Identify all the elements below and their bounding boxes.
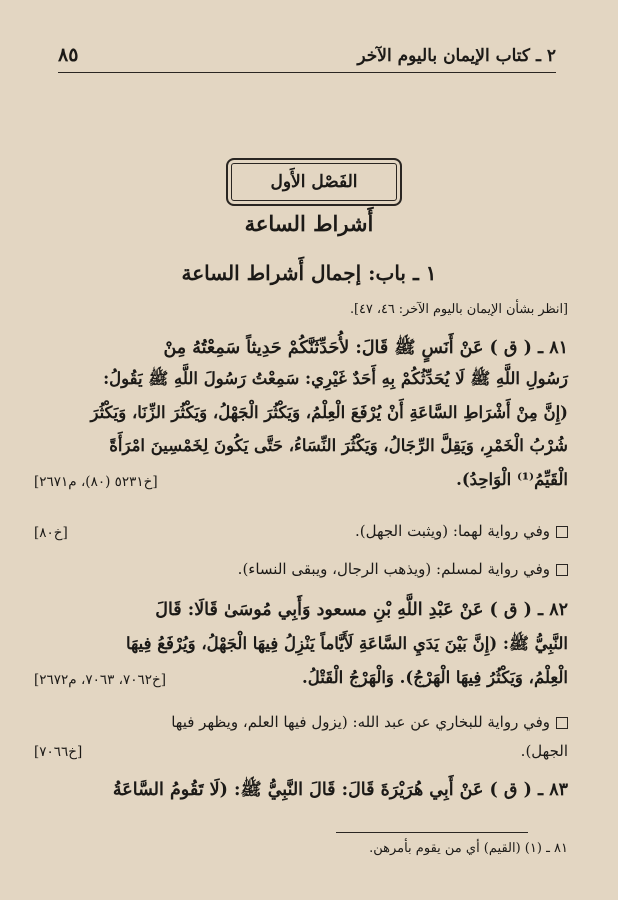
hadith-81-line-3: (إِنَّ مِنْ أَشْرَاطِ السَّاعَةِ أَنْ يُرْفَعَ الْعِلْمُ، وَيَكْثُرَ الْجَهْلُ، وَيَكْثُرَ الزِّنَا، وَيَكْثُرَ (90, 403, 568, 422)
square-bullet-icon (556, 526, 568, 538)
variant-3-text: وفي رواية للبخاري عن عبد الله: (يزول فيها العلم، ويظهر فيها (171, 713, 550, 731)
header-rule (58, 72, 556, 73)
footnote: ٨١ ـ (١) (القيم) أي من يقوم بأمرهن. (369, 841, 568, 856)
chapter-frame (226, 158, 402, 206)
variant-1-reference: [خ٨٠] (34, 525, 68, 541)
page-number: ٨٥ (58, 44, 79, 66)
cross-reference: [انظر بشأن الإيمان باليوم الآخر: ٤٦، ٤٧]. (349, 302, 568, 317)
variant-2-text: وفي رواية لمسلم: (ويذهب الرجال، ويبقى النساء). (237, 560, 550, 578)
variant-3-reference: [خ٧٠٦٦] (34, 744, 83, 760)
hadith-81-line-4: شُرْبُ الْخَمْرِ، وَيَقِلَّ الرِّجَالُ، وَيَكْثُرَ النِّسَاءُ، حَتَّى يَكُونَ لِخَمْسِينَ امْرَأَةً (109, 436, 568, 455)
hadith-81-line-1: ٨١ ـ ( ق ) عَنْ أَنَسٍ ﷺ قَالَ: لأُحَدِّثَنَّكُمْ حَدِيثاً سَمِعْتُهُ مِنْ (163, 338, 568, 358)
section-title: أَشراط الساعة (244, 211, 374, 236)
hadith-82-line-2: النَّبِيُّ ﷺ: (إِنَّ بَيْنَ يَدَيِ السَّاعَةِ لَأَيَّاماً يَنْزِلُ فِيهَا الْجَهْلُ، وَيُرْفَعُ فِيهَا (126, 634, 568, 653)
chapter-label: الفَصْل الأَول (270, 172, 358, 192)
variant-2 (36, 560, 568, 578)
footnote-rule (336, 832, 528, 833)
square-bullet-icon (556, 564, 568, 576)
square-bullet-icon (556, 717, 568, 729)
hadith-81-reference: [خ٥٢٣١ (٨٠)، م٢٦٧١] (34, 474, 158, 490)
running-header (58, 44, 556, 70)
header-title: ٢ ـ كتاب الإيمان باليوم الآخر (357, 46, 556, 66)
hadith-82-line-1: ٨٢ ـ ( ق ) عَنْ عَبْدِ اللَّهِ بْنِ مسعود وَأَبِي مُوسَىٰ قَالَا: قَالَ (155, 600, 568, 620)
variant-1-text: وفي رواية لهما: (ويثبت الجهل). (354, 522, 550, 540)
hadith-82-line-3: الْعِلْمُ، وَيَكْثُرُ فِيهَا الْهَرْجُ). وَالْهَرْجُ الْقَتْلُ. (302, 668, 568, 687)
hadith-82-reference: [خ٧٠٦٢، ٧٠٦٣، م٢٦٧٢] (34, 672, 166, 688)
hadith-81-line-2: رَسُولِ اللَّهِ ﷺ لَا يُحَدِّثُكُمْ بِهِ أَحَدٌ غَيْرِي: سَمِعْتُ رَسُولَ اللَّهِ ﷺ يَقُولُ: (103, 369, 568, 388)
hadith-81-line-5: الْقَيِّمُ⁽¹⁾ الْوَاحِدُ). (456, 470, 568, 489)
variant-1 (36, 522, 568, 540)
variant-3-line-2: الجهل). (520, 742, 568, 760)
hadith-83-line-1: ٨٣ ـ ( ق ) عَنْ أَبِي هُرَيْرَةَ قَالَ: قَالَ النَّبِيُّ ﷺ: (لَا تَقُومُ السَّاعَةُ (112, 780, 568, 800)
bab-title: ١ ـ باب: إجمال أَشراط الساعة (181, 261, 437, 285)
variant-3-line-1 (36, 713, 568, 731)
